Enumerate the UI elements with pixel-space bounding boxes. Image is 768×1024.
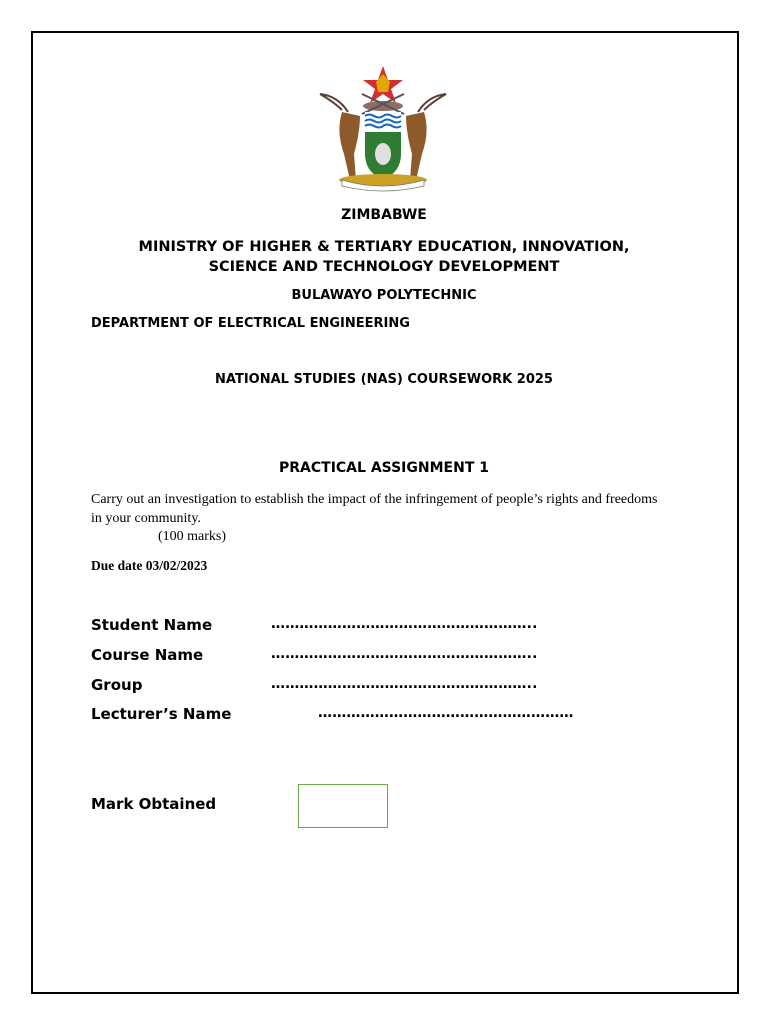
group-field[interactable]: ……………………………………………….. [271, 676, 538, 692]
department-heading: DEPARTMENT OF ELECTRICAL ENGINEERING [91, 316, 410, 331]
group-label: Group [91, 676, 143, 694]
course-name-field[interactable]: ……………………………………………….. [271, 646, 538, 662]
due-date: Due date 03/02/2023 [91, 558, 208, 573]
institution-heading: BULAWAYO POLYTECHNIC [291, 288, 477, 303]
assignment-task: Carry out an investigation to establish the impact of the infringement of people’s rights and freedoms in your community. [91, 492, 658, 526]
lecturer-name-label: Lecturer’s Name [91, 705, 232, 723]
ministry-line-1: MINISTRY OF HIGHER & TERTIARY EDUCATION, INNOVATION, [138, 239, 630, 255]
zimbabwe-coat-of-arms-icon [312, 62, 454, 192]
country-heading: ZIMBABWE [341, 207, 427, 223]
mark-obtained-box[interactable] [298, 784, 388, 828]
assignment-title: PRACTICAL ASSIGNMENT 1 [279, 460, 489, 476]
lecturer-name-field[interactable]: ……………………………………………… [318, 705, 574, 721]
course-name-label: Course Name [91, 646, 204, 664]
programme-heading: NATIONAL STUDIES (NAS) COURSEWORK 2025 [215, 372, 553, 387]
assignment-marks: (100 marks) [158, 529, 227, 544]
ministry-heading [0, 237, 768, 277]
ministry-line-2: SCIENCE AND TECHNOLOGY DEVELOPMENT [208, 259, 560, 275]
mark-obtained-label: Mark Obtained [91, 795, 217, 813]
student-name-field[interactable]: ……………………………………………….. [271, 616, 538, 632]
student-name-label: Student Name [91, 616, 213, 634]
